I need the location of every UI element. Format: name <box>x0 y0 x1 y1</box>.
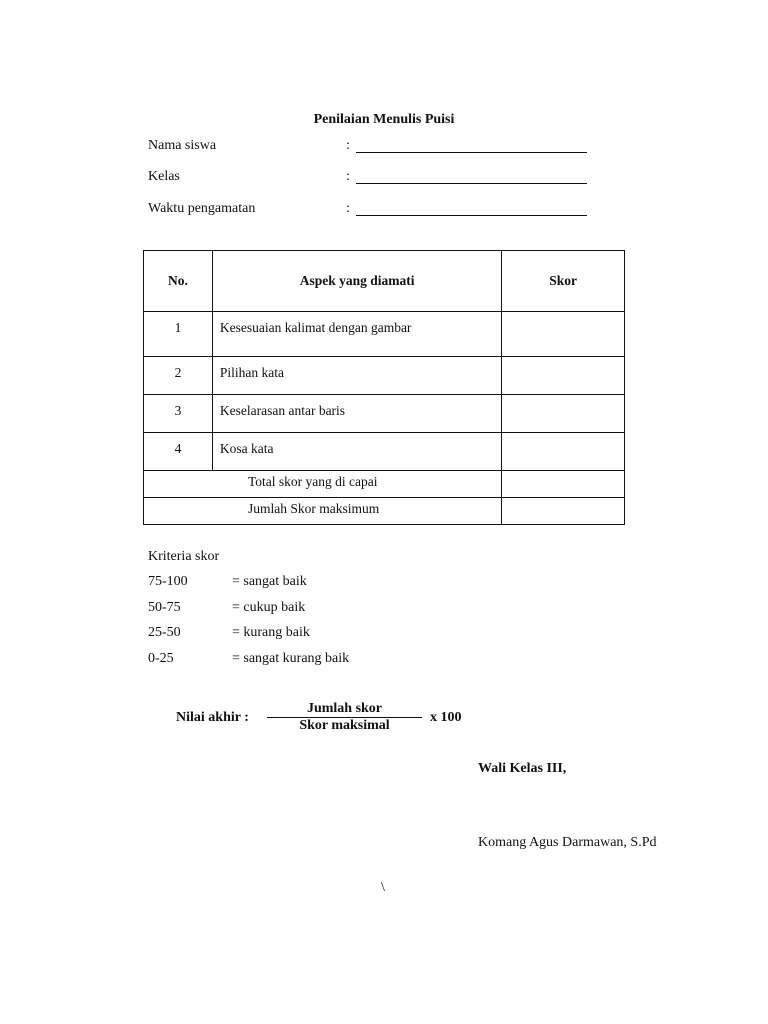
total-row <box>144 471 625 498</box>
row-skor-cell[interactable] <box>502 433 625 471</box>
stray-backslash: \ <box>381 880 385 895</box>
nama-siswa-line[interactable] <box>356 138 587 153</box>
formula-denominator: Skor maksimal <box>299 718 390 733</box>
header-skor: Skor <box>502 251 625 312</box>
row-no: 2 <box>144 357 213 395</box>
total-skor-cell[interactable] <box>502 471 625 498</box>
row-no: 1 <box>144 312 213 357</box>
table-row <box>144 312 625 357</box>
row-no: 3 <box>144 395 213 433</box>
row-aspek-text: Pilihan kata <box>219 365 284 380</box>
field-label-nama: Nama siswa <box>148 138 217 153</box>
row-aspek <box>212 395 501 433</box>
kriteria-range: 0-25 <box>148 651 174 666</box>
row-skor-cell[interactable] <box>502 312 625 357</box>
signature-name: Komang Agus Darmawan, S.Pd <box>478 835 657 850</box>
rubric-table <box>143 250 625 525</box>
row-aspek-text: Kosa kata <box>219 441 274 456</box>
field-label-waktu: Waktu pengamatan <box>148 201 256 216</box>
kriteria-range: 25-50 <box>148 625 181 640</box>
kriteria-range: 50-75 <box>148 600 181 615</box>
row-aspek-text: Keselarasan antar baris <box>219 403 346 418</box>
row-aspek <box>212 357 501 395</box>
header-aspek: Aspek yang diamati <box>212 251 501 312</box>
row-skor-cell[interactable] <box>502 395 625 433</box>
field-separator: : <box>346 201 350 216</box>
header-no: No. <box>144 251 213 312</box>
row-aspek-text: Kesesuaian kalimat dengan gambar <box>219 320 412 335</box>
row-aspek <box>212 433 501 471</box>
max-row <box>144 498 625 525</box>
field-label-kelas: Kelas <box>148 169 180 184</box>
table-row <box>144 433 625 471</box>
max-skor-label: Jumlah Skor maksimum <box>144 498 502 525</box>
signature-role: Wali Kelas III, <box>478 761 567 776</box>
kriteria-desc: = kurang baik <box>232 625 310 640</box>
max-skor-cell[interactable] <box>502 498 625 525</box>
kriteria-range: 75-100 <box>148 574 188 589</box>
kriteria-desc: = cukup baik <box>232 600 306 615</box>
kelas-line[interactable] <box>356 169 587 184</box>
row-no: 4 <box>144 433 213 471</box>
waktu-pengamatan-line[interactable] <box>356 201 587 216</box>
row-aspek <box>212 312 501 357</box>
total-skor-label: Total skor yang di capai <box>144 471 502 498</box>
formula-multiplier: x 100 <box>430 710 462 725</box>
row-skor-cell[interactable] <box>502 357 625 395</box>
table-row <box>144 395 625 433</box>
nilai-akhir-label: Nilai akhir : <box>176 710 249 725</box>
kriteria-desc: = sangat kurang baik <box>232 651 350 666</box>
kriteria-desc: = sangat baik <box>232 574 307 589</box>
kriteria-heading: Kriteria skor <box>148 549 220 564</box>
field-separator: : <box>346 169 350 184</box>
table-row <box>144 357 625 395</box>
field-separator: : <box>346 138 350 153</box>
formula-numerator: Jumlah skor <box>306 701 383 716</box>
table-header-row <box>144 251 625 312</box>
page-title: Penilaian Menulis Puisi <box>313 112 455 127</box>
